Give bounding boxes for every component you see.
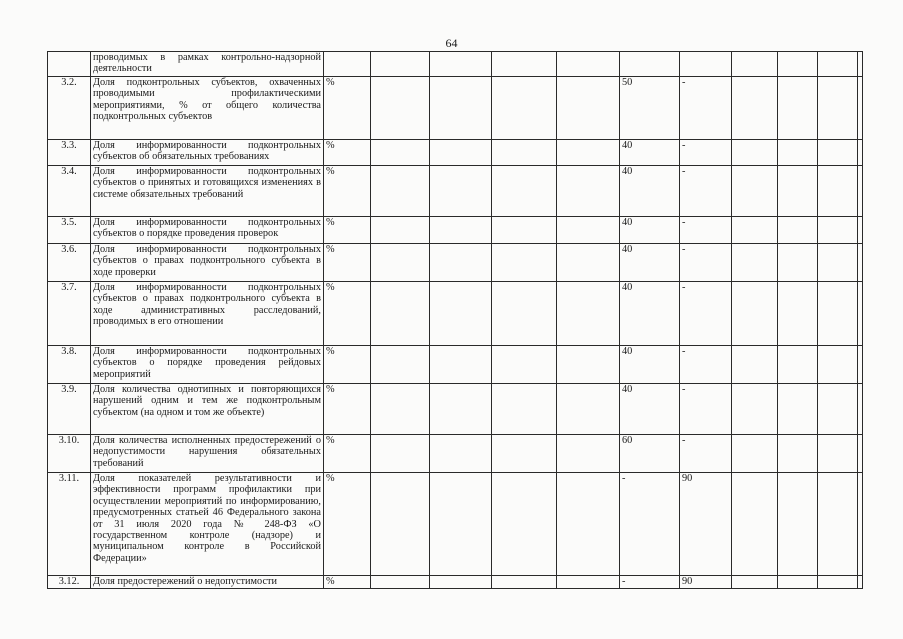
value-cell bbox=[430, 52, 492, 77]
value-cell bbox=[778, 244, 818, 282]
value-cell bbox=[430, 576, 492, 589]
target-value-cell: 40 bbox=[620, 346, 680, 384]
target-value-cell bbox=[620, 52, 680, 77]
value-cell bbox=[818, 576, 858, 589]
value-cell bbox=[818, 52, 858, 77]
value-cell bbox=[778, 282, 818, 346]
value-cell bbox=[557, 346, 620, 384]
value-cell bbox=[858, 346, 863, 384]
value-cell bbox=[778, 166, 818, 217]
indicator-description-cell: Доля подконтрольных субъектов, охваченных проводимыми профилактическими мероприятиями, % от общего количества подконтрольных субъектов bbox=[91, 77, 324, 140]
table-row bbox=[48, 435, 863, 473]
target-value-cell: 60 bbox=[620, 435, 680, 473]
row-number-cell: 3.3. bbox=[48, 140, 91, 166]
target-value-cell: - bbox=[680, 384, 732, 435]
value-cell bbox=[492, 384, 557, 435]
row-number-cell: 3.8. bbox=[48, 346, 91, 384]
value-cell bbox=[557, 140, 620, 166]
row-number-cell: 3.12. bbox=[48, 576, 91, 589]
value-cell bbox=[858, 166, 863, 217]
value-cell bbox=[492, 282, 557, 346]
value-cell bbox=[818, 346, 858, 384]
value-cell bbox=[492, 435, 557, 473]
value-cell bbox=[492, 52, 557, 77]
table-row bbox=[48, 77, 863, 140]
table-row bbox=[48, 217, 863, 244]
value-cell bbox=[371, 576, 430, 589]
unit-cell: % bbox=[324, 435, 371, 473]
value-cell bbox=[557, 77, 620, 140]
value-cell bbox=[430, 217, 492, 244]
table-row bbox=[48, 346, 863, 384]
value-cell bbox=[732, 435, 778, 473]
value-cell bbox=[732, 384, 778, 435]
value-cell bbox=[858, 244, 863, 282]
indicator-description-cell: проводимых в рамках контрольно-надзорной деятельности bbox=[91, 52, 324, 77]
value-cell bbox=[492, 576, 557, 589]
value-cell bbox=[818, 384, 858, 435]
value-cell bbox=[858, 77, 863, 140]
value-cell bbox=[557, 52, 620, 77]
value-cell bbox=[430, 435, 492, 473]
indicator-description-cell: Доля предостережений о недопустимости bbox=[91, 576, 324, 589]
target-value-cell: 40 bbox=[620, 384, 680, 435]
value-cell bbox=[818, 166, 858, 217]
value-cell bbox=[492, 166, 557, 217]
indicator-description-cell: Доля информированности подконтрольных субъектов о принятых и готовящихся изменениях в системе обязательных требований bbox=[91, 166, 324, 217]
value-cell bbox=[430, 473, 492, 576]
value-cell bbox=[732, 473, 778, 576]
value-cell bbox=[818, 140, 858, 166]
row-number-cell: 3.11. bbox=[48, 473, 91, 576]
value-cell bbox=[371, 473, 430, 576]
target-value-cell: - bbox=[680, 282, 732, 346]
value-cell bbox=[858, 384, 863, 435]
value-cell bbox=[858, 435, 863, 473]
value-cell bbox=[818, 77, 858, 140]
unit-cell: % bbox=[324, 140, 371, 166]
value-cell bbox=[858, 140, 863, 166]
target-value-cell: - bbox=[620, 576, 680, 589]
value-cell bbox=[430, 384, 492, 435]
target-value-cell: - bbox=[680, 346, 732, 384]
unit-cell: % bbox=[324, 282, 371, 346]
indicators-table bbox=[47, 51, 863, 589]
value-cell bbox=[778, 217, 818, 244]
target-value-cell: 90 bbox=[680, 576, 732, 589]
value-cell bbox=[371, 77, 430, 140]
value-cell bbox=[371, 244, 430, 282]
value-cell bbox=[430, 244, 492, 282]
value-cell bbox=[732, 576, 778, 589]
unit-cell: % bbox=[324, 384, 371, 435]
value-cell bbox=[732, 166, 778, 217]
value-cell bbox=[492, 473, 557, 576]
table-row bbox=[48, 52, 863, 77]
value-cell bbox=[492, 346, 557, 384]
unit-cell: % bbox=[324, 473, 371, 576]
value-cell bbox=[818, 473, 858, 576]
value-cell bbox=[371, 346, 430, 384]
value-cell bbox=[778, 473, 818, 576]
value-cell bbox=[371, 217, 430, 244]
row-number-cell: 3.7. bbox=[48, 282, 91, 346]
value-cell bbox=[492, 140, 557, 166]
unit-cell: % bbox=[324, 166, 371, 217]
table-row bbox=[48, 140, 863, 166]
target-value-cell: 50 bbox=[620, 77, 680, 140]
page-number: 64 bbox=[445, 36, 458, 50]
target-value-cell: 40 bbox=[620, 166, 680, 217]
target-value-cell: 40 bbox=[620, 282, 680, 346]
value-cell bbox=[492, 244, 557, 282]
indicator-description-cell: Доля информированности подконтрольных субъектов о порядке проведения рейдовых мероприятий bbox=[91, 346, 324, 384]
row-number-cell: 3.10. bbox=[48, 435, 91, 473]
value-cell bbox=[371, 166, 430, 217]
value-cell bbox=[858, 52, 863, 77]
target-value-cell: 40 bbox=[620, 140, 680, 166]
value-cell bbox=[430, 140, 492, 166]
value-cell bbox=[557, 282, 620, 346]
value-cell bbox=[557, 384, 620, 435]
value-cell bbox=[818, 217, 858, 244]
value-cell bbox=[430, 346, 492, 384]
value-cell bbox=[732, 244, 778, 282]
value-cell bbox=[858, 576, 863, 589]
row-number-cell: 3.9. bbox=[48, 384, 91, 435]
value-cell bbox=[371, 52, 430, 77]
value-cell bbox=[557, 435, 620, 473]
unit-cell: % bbox=[324, 346, 371, 384]
value-cell bbox=[778, 77, 818, 140]
value-cell bbox=[818, 282, 858, 346]
value-cell bbox=[430, 77, 492, 140]
target-value-cell: - bbox=[620, 473, 680, 576]
target-value-cell: 40 bbox=[620, 217, 680, 244]
target-value-cell: - bbox=[680, 244, 732, 282]
value-cell bbox=[778, 52, 818, 77]
value-cell bbox=[732, 217, 778, 244]
target-value-cell: - bbox=[680, 140, 732, 166]
target-value-cell: - bbox=[680, 77, 732, 140]
value-cell bbox=[778, 576, 818, 589]
value-cell bbox=[492, 217, 557, 244]
table-row bbox=[48, 576, 863, 589]
value-cell bbox=[732, 77, 778, 140]
value-cell bbox=[778, 384, 818, 435]
unit-cell: % bbox=[324, 217, 371, 244]
target-value-cell: - bbox=[680, 435, 732, 473]
table-row bbox=[48, 473, 863, 576]
target-value-cell: - bbox=[680, 217, 732, 244]
table-row bbox=[48, 244, 863, 282]
value-cell bbox=[732, 282, 778, 346]
value-cell bbox=[818, 435, 858, 473]
value-cell bbox=[557, 576, 620, 589]
indicator-description-cell: Доля информированности подконтрольных субъектов об обязательных требованиях bbox=[91, 140, 324, 166]
indicator-description-cell: Доля информированности подконтрольных субъектов о правах подконтрольного субъекта в ходе проверки bbox=[91, 244, 324, 282]
value-cell bbox=[818, 244, 858, 282]
value-cell bbox=[371, 282, 430, 346]
value-cell bbox=[732, 346, 778, 384]
table-row bbox=[48, 384, 863, 435]
target-value-cell: - bbox=[680, 166, 732, 217]
unit-cell: % bbox=[324, 576, 371, 589]
value-cell bbox=[557, 473, 620, 576]
row-number-cell: 3.4. bbox=[48, 166, 91, 217]
value-cell bbox=[430, 166, 492, 217]
value-cell bbox=[732, 140, 778, 166]
unit-cell: % bbox=[324, 244, 371, 282]
indicator-description-cell: Доля показателей результативности и эффективности программ профилактики при осуществлении мероприятий по информированию, предусмотренных статьей 46 Федерального закона от 31 июля 2020 года № 248-ФЗ «О государственном контроле (надзоре) и муниципальном контроле в Российской Федерации» bbox=[91, 473, 324, 576]
indicator-description-cell: Доля количества однотипных и повторяющихся нарушений одним и тем же подконтрольным субъектом (на одном и том же объекте) bbox=[91, 384, 324, 435]
row-number-cell bbox=[48, 52, 91, 77]
indicator-description-cell: Доля количества исполненных предостережений о недопустимости нарушения обязательных требований bbox=[91, 435, 324, 473]
value-cell bbox=[430, 282, 492, 346]
target-value-cell: 40 bbox=[620, 244, 680, 282]
value-cell bbox=[858, 282, 863, 346]
value-cell bbox=[371, 435, 430, 473]
value-cell bbox=[732, 52, 778, 77]
row-number-cell: 3.5. bbox=[48, 217, 91, 244]
value-cell bbox=[557, 217, 620, 244]
value-cell bbox=[858, 473, 863, 576]
value-cell bbox=[778, 140, 818, 166]
value-cell bbox=[371, 384, 430, 435]
row-number-cell: 3.6. bbox=[48, 244, 91, 282]
table-row bbox=[48, 282, 863, 346]
value-cell bbox=[492, 77, 557, 140]
indicator-description-cell: Доля информированности подконтрольных субъектов о правах подконтрольного субъекта в ходе административных расследований, проводимых в его отношении bbox=[91, 282, 324, 346]
value-cell bbox=[858, 217, 863, 244]
table-row bbox=[48, 166, 863, 217]
value-cell bbox=[778, 346, 818, 384]
indicator-description-cell: Доля информированности подконтрольных субъектов о порядке проведения проверок bbox=[91, 217, 324, 244]
value-cell bbox=[778, 435, 818, 473]
row-number-cell: 3.2. bbox=[48, 77, 91, 140]
value-cell bbox=[557, 166, 620, 217]
unit-cell: % bbox=[324, 77, 371, 140]
target-value-cell bbox=[680, 52, 732, 77]
value-cell bbox=[371, 140, 430, 166]
target-value-cell: 90 bbox=[680, 473, 732, 576]
unit-cell bbox=[324, 52, 371, 77]
value-cell bbox=[557, 244, 620, 282]
